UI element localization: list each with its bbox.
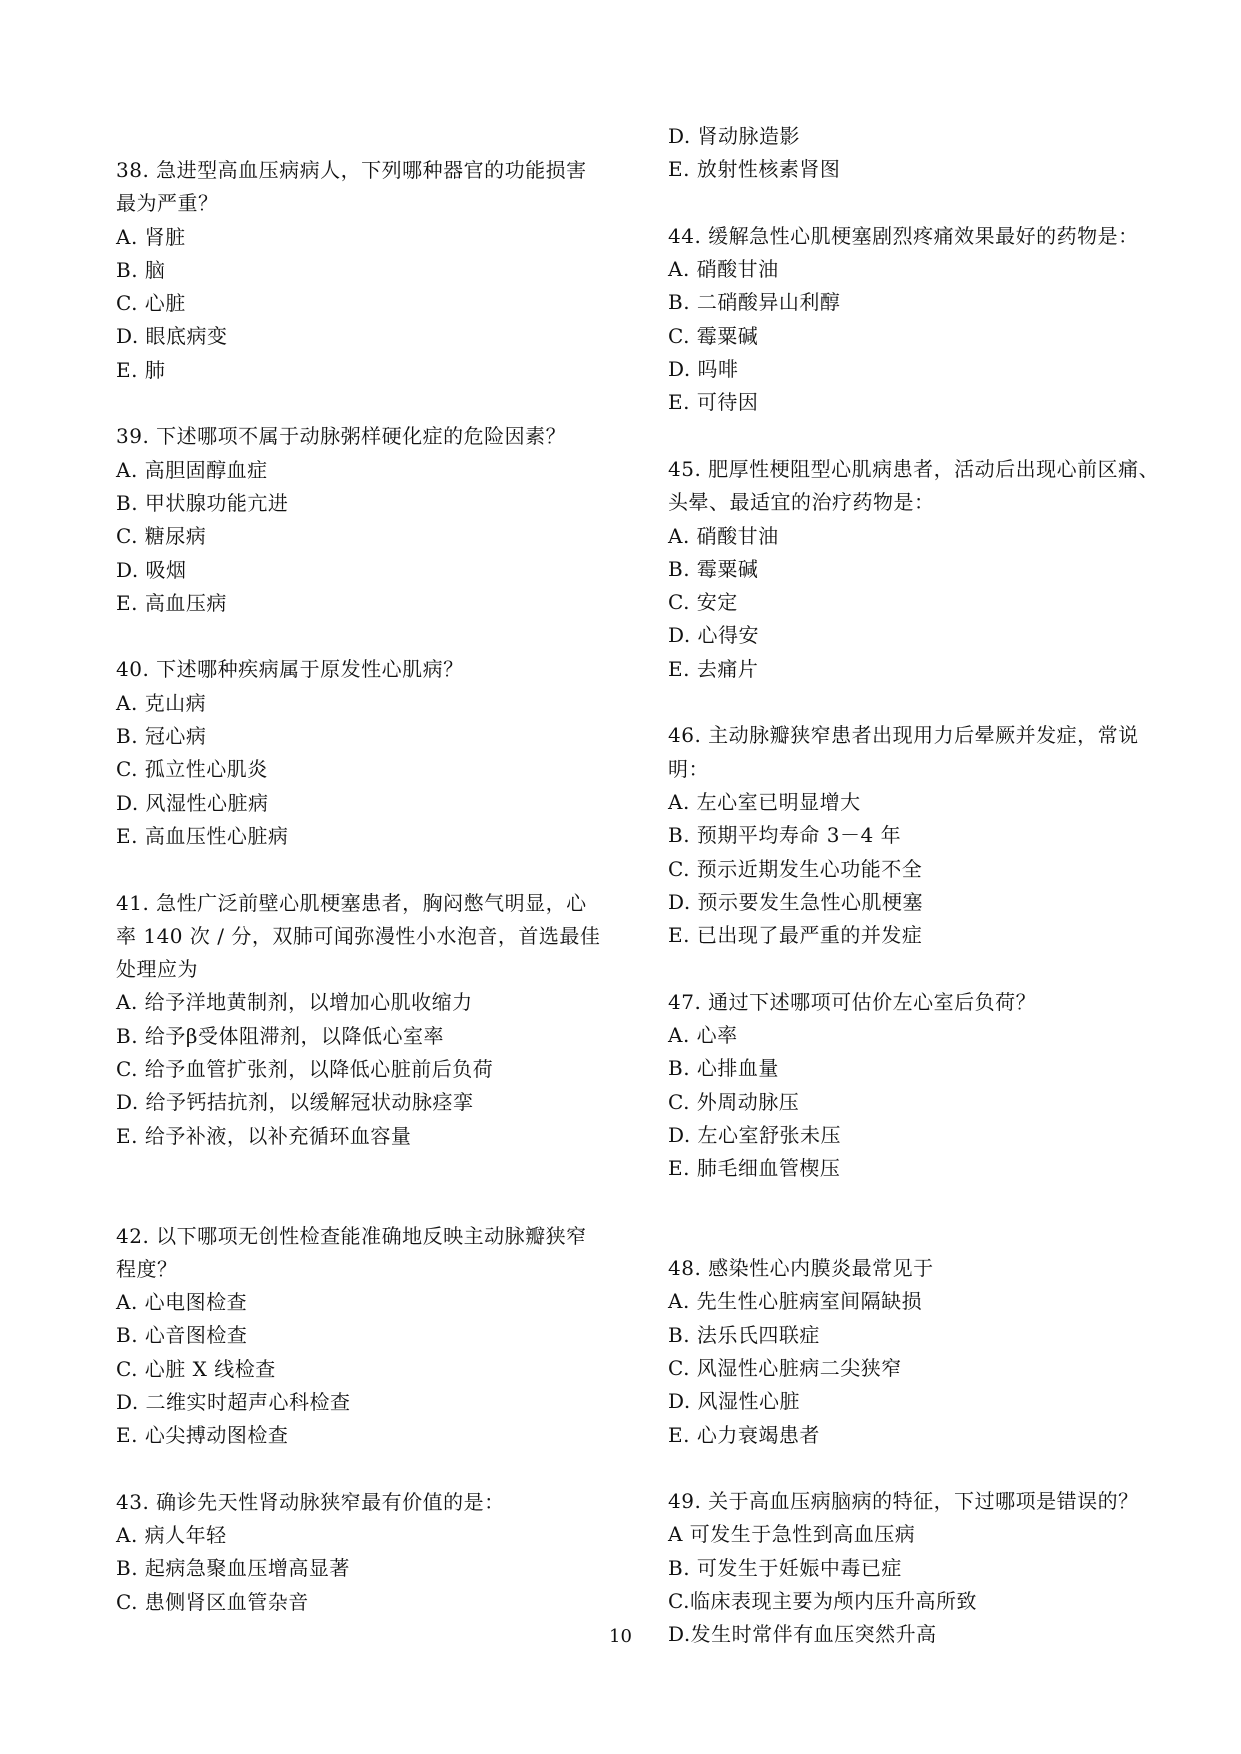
question-41 (116, 887, 621, 1153)
question-44 (668, 220, 1173, 420)
spacer (668, 952, 1173, 985)
spacer (668, 1186, 1173, 1253)
option-c: C.临床表现主要为颅内压升高所致 (668, 1589, 977, 1614)
option-a: A. 给予洋地黄制剂，以增加心肌收缩力 (116, 990, 473, 1015)
question-text-line: 42. 以下哪项无创性检查能准确地反映主动脉瓣狭窄 (116, 1223, 587, 1248)
option-e: E. 肺 (116, 357, 166, 382)
option-b: B. 脑 (116, 257, 166, 282)
option-a: A. 心电图检查 (116, 1290, 248, 1315)
option-a: A 可发生于急性到高血压病 (668, 1522, 916, 1547)
option-d: D. 吗啡 (668, 357, 739, 382)
left-column (116, 154, 621, 1619)
option-a: A. 左心室已明显增大 (668, 789, 861, 814)
option-e: E. 可待因 (668, 390, 759, 415)
spacer (668, 1452, 1173, 1485)
option-c: C. 患侧肾区血管杂音 (116, 1589, 309, 1614)
question-text-line: 头晕、最适宜的治疗药物是： (668, 490, 935, 515)
question-text-line: 39. 下述哪项不属于动脉粥样硬化症的危险因素？ (116, 424, 567, 449)
option-e: E. 去痛片 (668, 656, 759, 681)
question-text-line: 处理应为 (116, 957, 198, 982)
question-text-line: 明： (668, 756, 709, 781)
option-d: D. 心得安 (668, 623, 760, 648)
spacer (116, 387, 621, 420)
spacer (668, 686, 1173, 719)
question-43 (116, 1486, 621, 1619)
option-a: A. 硝酸甘油 (668, 523, 779, 548)
option-c: C. 安定 (668, 590, 738, 615)
question-43-continued (668, 120, 1173, 187)
option-b: B. 心排血量 (668, 1056, 779, 1081)
option-c: C. 预示近期发生心功能不全 (668, 856, 923, 881)
question-text-line: 程度？ (116, 1256, 178, 1281)
option-c: C. 外周动脉压 (668, 1089, 800, 1114)
option-d: D. 给予钙拮抗剂，以缓解冠状动脉痉挛 (116, 1090, 474, 1115)
question-45 (668, 453, 1173, 686)
option-c: C. 风湿性心脏病二尖狭窄 (668, 1355, 902, 1380)
option-c: C. 孤立性心肌炎 (116, 757, 268, 782)
option-d: D. 眼底病变 (116, 324, 228, 349)
spacer (116, 1153, 621, 1220)
option-d: D. 二维实时超声心科检查 (116, 1389, 351, 1414)
option-d: D.发生时常伴有血压突然升高 (668, 1622, 937, 1647)
question-42 (116, 1220, 621, 1453)
option-a: A. 克山病 (116, 690, 207, 715)
option-d: D. 肾动脉造影 (668, 124, 801, 148)
question-46 (668, 719, 1173, 952)
option-a: A. 心率 (668, 1023, 738, 1048)
question-text-line: 45. 肥厚性梗阻型心肌病患者，活动后出现心前区痛、 (668, 456, 1160, 481)
question-39 (116, 420, 621, 620)
option-c: C. 给予血管扩张剂，以降低心脏前后负荷 (116, 1057, 494, 1082)
right-column (668, 120, 1173, 1652)
option-e: E. 高血压病 (116, 590, 227, 615)
question-text-line: 38. 急进型高血压病病人，下列哪种器官的功能损害 (116, 158, 587, 182)
question-47 (668, 986, 1173, 1186)
question-text-line: 41. 急性广泛前壁心肌梗塞患者，胸闷憋气明显，心 (116, 890, 587, 915)
option-b: B. 二硝酸异山利醇 (668, 290, 841, 315)
option-e: E. 肺毛细血管楔压 (668, 1156, 841, 1181)
option-c: C. 心脏 X 线检查 (116, 1356, 276, 1381)
option-d: D. 风湿性心脏 (668, 1389, 801, 1414)
option-b: B. 起病急聚血压增高显著 (116, 1556, 350, 1581)
option-e: E. 放射性核素肾图 (668, 157, 841, 182)
question-48 (668, 1252, 1173, 1452)
option-e: E. 已出现了最严重的并发症 (668, 923, 923, 948)
question-text-line: 48. 感染性心内膜炎最常见于 (668, 1256, 934, 1281)
option-b: B. 预期平均寿命 3－4 年 (668, 823, 902, 848)
option-d: D. 风湿性心脏病 (116, 790, 269, 815)
option-a: A. 高胆固醇血症 (116, 457, 268, 482)
option-a: A. 硝酸甘油 (668, 257, 779, 282)
option-b: B. 霉粟碱 (668, 556, 759, 581)
option-e: E. 给予补液，以补充循环血容量 (116, 1123, 412, 1148)
question-text-line: 40. 下述哪种疾病属于原发性心肌病？ (116, 657, 464, 682)
question-text-line: 47. 通过下述哪项可估价左心室后负荷？ (668, 989, 1037, 1014)
option-b: B. 心音图检查 (116, 1323, 248, 1348)
option-c: C. 霉粟碱 (668, 323, 759, 348)
question-40 (116, 653, 621, 853)
option-d: D. 左心室舒张未压 (668, 1122, 842, 1147)
question-text-line: 率 140 次 / 分，双肺可闻弥漫性小水泡音，首选最佳 (116, 923, 601, 948)
question-38 (116, 154, 621, 387)
option-b: B. 甲状腺功能亢进 (116, 490, 289, 515)
spacer (116, 853, 621, 886)
question-text-line: 46. 主动脉瓣狭窄患者出现用力后晕厥并发症，常说 (668, 723, 1139, 748)
option-c: C. 糖尿病 (116, 524, 207, 549)
option-a: A. 先生性心脏病室间隔缺损 (668, 1289, 923, 1314)
option-b: B. 给予β受体阻滞剂，以降低心室率 (116, 1023, 444, 1048)
question-text-line: 43. 确诊先天性肾动脉狭窄最有价值的是： (116, 1489, 505, 1514)
question-text-line: 44. 缓解急性心肌梗塞剧烈疼痛效果最好的药物是： (668, 223, 1139, 248)
page-number: 10 (609, 1626, 632, 1647)
option-b: B. 可发生于妊娠中毒已症 (668, 1555, 902, 1580)
option-b: B. 法乐氏四联症 (668, 1322, 820, 1347)
spacer (668, 187, 1173, 220)
option-d: D. 预示要发生急性心肌梗塞 (668, 889, 924, 914)
question-text-line: 最为严重？ (116, 191, 219, 216)
option-c: C. 心脏 (116, 291, 186, 316)
question-text-line: 49. 关于高血压病脑病的特征，下过哪项是错误的？ (668, 1489, 1139, 1514)
option-e: E. 心尖搏动图检查 (116, 1423, 289, 1448)
option-a: A. 肾脏 (116, 224, 186, 249)
spacer (116, 620, 621, 653)
option-b: B. 冠心病 (116, 724, 207, 749)
option-e: E. 高血压性心脏病 (116, 823, 289, 848)
option-e: E. 心力衰竭患者 (668, 1422, 820, 1447)
option-a: A. 病人年轻 (116, 1523, 227, 1548)
spacer (668, 420, 1173, 453)
spacer (116, 1453, 621, 1486)
option-d: D. 吸烟 (116, 557, 187, 582)
